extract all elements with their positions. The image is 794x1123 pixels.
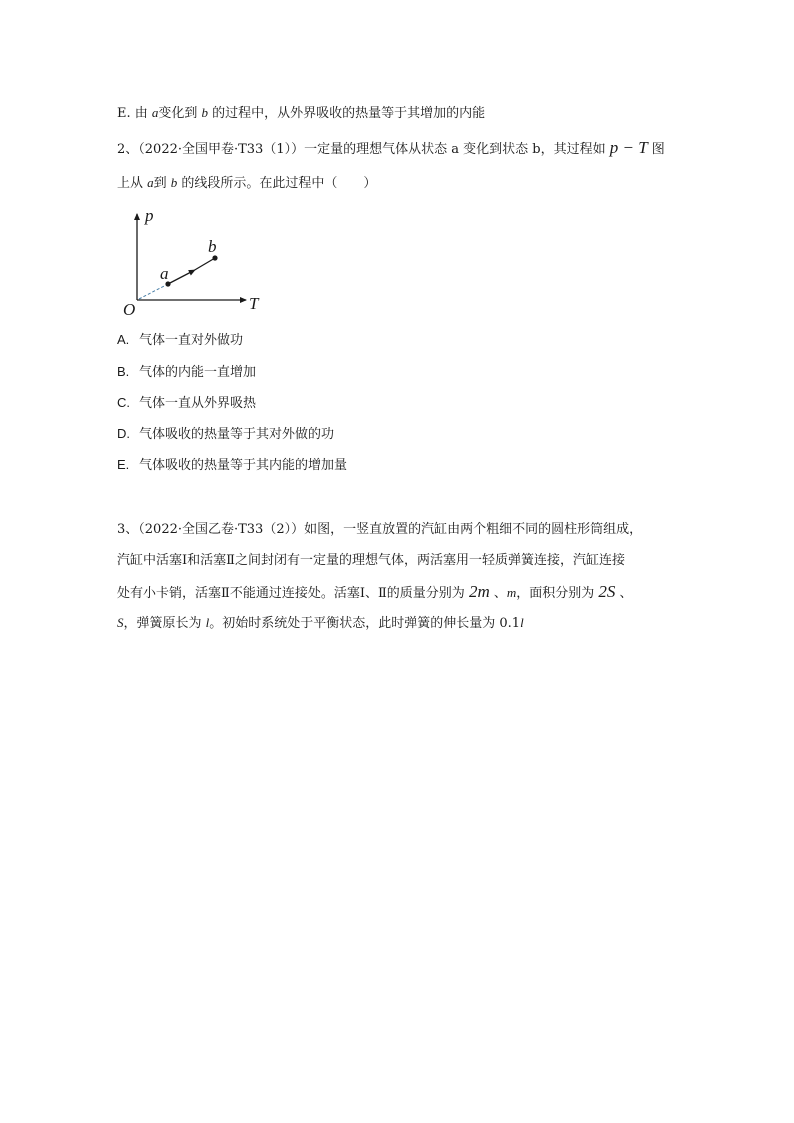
process-segment-b [193, 258, 215, 271]
option-text: 气体吸收的热量等于其对外做的功 [139, 427, 335, 442]
process-segment-a [168, 271, 193, 284]
q3-stem-line3 [117, 582, 633, 604]
q2-option-c [117, 393, 256, 414]
text: 上从 [117, 176, 148, 191]
point-a-label: a [160, 264, 169, 283]
var-a: a [147, 175, 154, 190]
option-text: 气体吸收的热量等于其内能的增加量 [139, 458, 348, 473]
text: E. 由 [117, 106, 152, 121]
var-S: S [117, 615, 124, 630]
q3-stem-line1 [117, 520, 642, 540]
T-axis-label: T [249, 294, 259, 313]
text: 到 [153, 176, 171, 191]
text: ，面积分别为 [516, 586, 599, 601]
text: 、 [489, 586, 507, 601]
text: 的过程中，从外界吸收的热量等于其增加的内能 [208, 106, 486, 121]
q2-option-b [117, 362, 256, 383]
option-letter: E. [117, 457, 130, 472]
math-2S: 2S [598, 582, 616, 601]
origin-label: O [123, 300, 136, 319]
var-b: b [170, 175, 178, 190]
point-b-label: b [208, 237, 217, 256]
option-letter: D. [117, 426, 130, 441]
dashed-extension-line [139, 284, 168, 299]
text: 的线段所示。在此过程中（ ） [177, 176, 377, 191]
text: 变化到 [158, 106, 202, 121]
text: 2、（2022·全国甲卷·T33（1））一定量的理想气体从状态 a 变化到状态 b，其过程如 [117, 142, 610, 157]
var-m: m [506, 585, 517, 600]
text: 3、（2022·全国乙卷·T33（2））如图，一竖直放置的汽缸由两个粗细不同的圆柱形筒组成， [117, 522, 643, 537]
prev-option-e [117, 103, 485, 124]
q3-stem-line2 [117, 551, 625, 571]
q2-stem-line2 [117, 173, 376, 194]
p-T-diagram [115, 205, 265, 320]
text: 。初始时系统处于平衡状态，此时弹簧的伸长量为 0.1 [209, 616, 521, 631]
var-l: l [520, 615, 524, 630]
var-b: b [201, 105, 209, 120]
option-letter: C. [117, 395, 130, 410]
q2-stem-line1 [117, 138, 665, 160]
q2-option-d [117, 424, 334, 445]
point-b [212, 255, 217, 260]
text: 图 [647, 142, 665, 157]
var-l: l [205, 615, 210, 630]
q3-stem-line4 [117, 613, 524, 634]
p-axis-label: p [145, 206, 154, 225]
math-2m: 2m [468, 582, 490, 601]
option-text: 气体的内能一直增加 [139, 365, 257, 380]
option-letter: B. [117, 364, 130, 379]
text: 、 [615, 586, 633, 601]
text: ，弹簧原长为 [123, 616, 206, 631]
text: 处有小卡销，活塞Ⅱ不能通过连接处。活塞Ⅰ、Ⅱ的质量分别为 [117, 586, 469, 601]
option-text: 气体一直对外做功 [139, 333, 244, 348]
var-a: a [151, 105, 159, 120]
option-text: 气体一直从外界吸热 [139, 396, 257, 411]
option-letter: A. [117, 332, 130, 347]
math-p-T: p − T [609, 138, 648, 157]
text: 汽缸中活塞Ⅰ和活塞Ⅱ之间封闭有一定量的理想气体，两活塞用一轻质弹簧连接，汽缸连接 [117, 553, 625, 568]
q2-option-a [117, 330, 243, 351]
q2-option-e [117, 455, 347, 476]
